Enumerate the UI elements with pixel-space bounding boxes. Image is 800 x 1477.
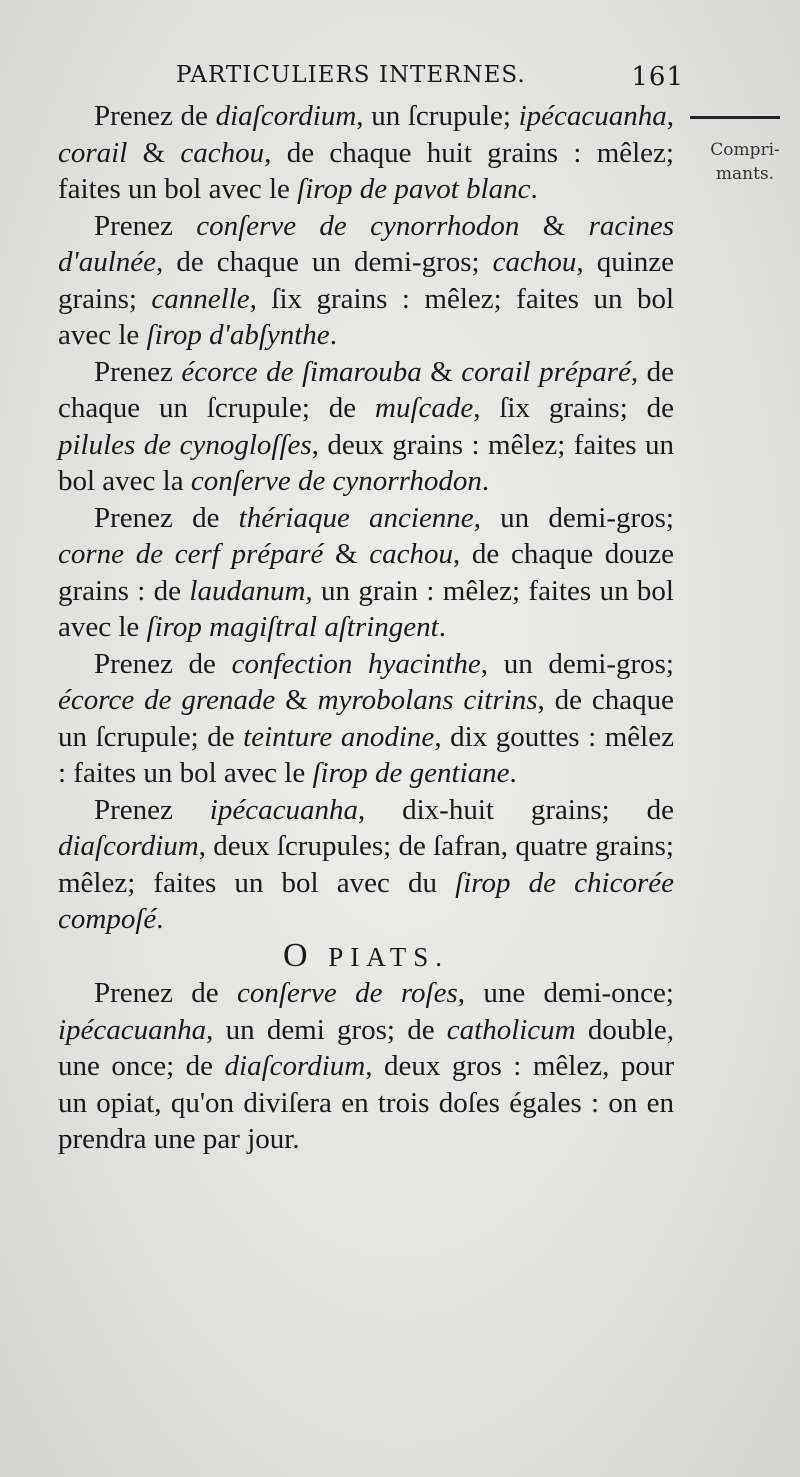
margin-rule	[690, 116, 780, 119]
margin-note: Compri-mants.	[710, 140, 780, 184]
page-body	[58, 98, 674, 1158]
running-title: PARTICULIERS INTERNES.	[176, 62, 526, 88]
page-number: 161	[631, 62, 684, 92]
paragraph-5: Prenez de confection hyacinthe, un demi-gros; écorce de grenade & myrobolans citrins, de chaque un ſcrupule; de teinture anodine, dix gouttes : mêlez : faites un bol avec le ſirop de gentiane.	[58, 647, 674, 789]
paragraph-4: Prenez de thériaque ancienne, un demi-gros; corne de cerf préparé & cachou, de chaque douze grains : de laudanum, un grain : mêlez; faites un bol avec le ſirop magiſtral aſtringent.	[58, 501, 674, 643]
opiat-paragraph: Prenez de conſerve de roſes, une demi-once; ipécacuanha, un demi gros; de catholicum double, une once; de diaſcordium, deux gros : mêlez, pour un opiat, qu'on diviſera en trois doſes égales : on en prendra une par jour.	[58, 977, 674, 1155]
paragraph-1: Prenez de diaſcordium, un ſcrupule; ipécacuanha, corail & cachou, de chaque huit grains : mêlez; faites un bol avec le ſirop de pavot blanc.	[58, 100, 674, 205]
paragraph-3: Prenez écorce de ſimarouba & corail préparé, de chaque un ſcrupule; de muſcade, ſix grains; de pilules de cynogloſſes, deux grains : mêlez; faites un bol avec la conſerve de cynorrhodon.	[58, 355, 675, 497]
running-header	[176, 62, 684, 98]
paragraph-6: Prenez ipécacuanha, dix-huit grains; de diaſcordium, deux ſcrupules; de ſafran, quatre grains; mêlez; faites un bol avec du ſirop de chicorée compoſé.	[58, 793, 674, 935]
section-title-opiats: O PIATS.	[282, 936, 450, 974]
paragraph-2: Prenez conſerve de cynorrhodon & racines d'aulnée, de chaque un demi-gros; cachou, quinze grains; cannelle, ſix grains : mêlez; faites un bol avec le ſirop d'abſynthe.	[58, 209, 674, 351]
